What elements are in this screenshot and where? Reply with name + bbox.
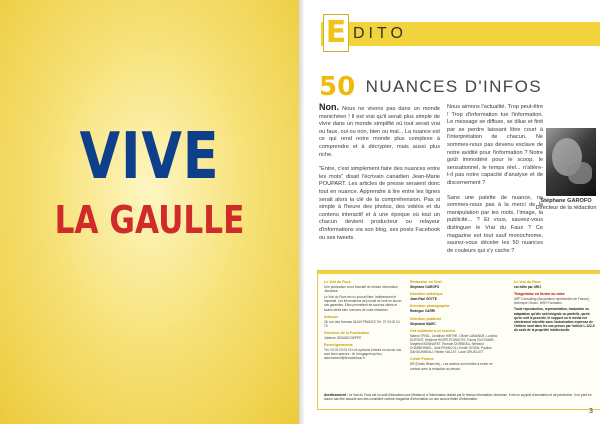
colophon-text: Julienne GRANDCHEPPE: [324, 336, 362, 341]
colophon-heading: Direction photographie: [410, 304, 450, 309]
colophon-heading: Crédit Photos: [410, 357, 434, 362]
colophon-text: Stéphane GAROFO: [410, 285, 440, 290]
colophon-text: Rodrigue CARRI: [410, 309, 435, 314]
section-initial: E: [323, 14, 349, 52]
headline-text: NUANCES D'INFOS: [365, 77, 542, 96]
lead-word: Non.: [319, 102, 339, 112]
author-caption: [533, 198, 599, 212]
article-column-2: [447, 104, 543, 262]
headline: [319, 72, 542, 102]
edito-page: [305, 0, 600, 424]
colophon-text: Marion TRIOL, Jonathan HIRTHE, Olivier LAMANDE, Ludovic DUPONT, Delphine BOSPI-POINSOTE, Fanny GUYOMAR, Siegfried BONNAFET, Romain DORBEAU, Bertrand CHARBONNEL, Julie FRANCOLI, Emilie GODIN, Pauline DANOUNNEAU, Fabien VALLET, Lucie GRUELLET: [410, 333, 498, 355]
article-paragraph-text: Nous ne vivons pas dans un monde manichéen ! Il est vrai qu'il serait plus simple de vivre dans un monde simplifié où tout serait vrai ou faux, oui ou non, bien ou mal... La nuance est ce qui rend notre monde plus complexe à comprendre et à décrypter, mais aussi plus riche.: [319, 106, 440, 158]
notice-text: Le Vrai du Faux est un outil d'éducation aux Médias et à l'information réalisé par le réseau Information Jeunesse. Il est un support d'animation et de prévention. Il ne peut en aucun cas être associé aux des considéré comme magazine d'information ou une source fiable d'information.: [324, 393, 592, 402]
notice: [324, 393, 596, 401]
article-paragraph: Nous aimons l'actualité. Trop peut-être ! Trop d'information tue l'information. Le message se diffuse, se dilue et finit par se perdre laissant libre court à l'interprétation de chacun. Ne sommes-nous pas devenu esclave de notre avidité pour l'information ? Notre goût immodéré pour le scoop, le sensationnel, le temps réel... n'altère-t-il pas notre capacité d'analyse et de discernement ?: [447, 104, 543, 186]
colophon-text: 28, rue des Harmas 34160 PRADES Tél. 07 03 00 04 79: [324, 319, 400, 328]
headline-number: 50: [319, 72, 356, 102]
colophon-text: Le Vrai du Faux est un journal libre, indépendant et impartial. Les informations de journal ne sont en aucun cas garanties. Elles permettent de sources citées et toutes idées bien connues de votre rédaction.: [324, 295, 402, 312]
colophon-text: Jean-Paul GOTTE: [410, 297, 437, 302]
article-paragraph: "Entre, c'est simplement faire des nuances entre les mots" disait l'écrivain canadien Jean-Marie POUPART. Les articles de presse seraient donc tout en nuance. Apprendre à lire entre les lignes serait alors la clé de la compréhension. Pas si simple à l'heure des photos, des vidéos et du contenu interactif et à une époque où tout un chacun devient producteur ou relayeur d'informations via son blog, ses posts Facebook ou ses tweets.: [319, 166, 440, 241]
colophon-heading: Le Vrai du Faux: [514, 280, 541, 284]
author-role: Directeur de la rédaction: [535, 205, 597, 211]
author-name: Stéphane GAROFO: [540, 198, 592, 204]
cover-title-line1: VIVE: [79, 120, 220, 194]
colophon-heading: Direction artistique: [410, 292, 443, 297]
section-title: DITO: [353, 25, 407, 42]
colophon-text: est édité par URIJ: [514, 285, 541, 290]
page-number: 3: [589, 408, 593, 415]
colophon-text: Une publication à but éducatif du réseau Information Jeunesse.: [324, 285, 398, 294]
colophon-heading: Tirage/mise en forme ou mise: [514, 292, 565, 297]
colophon-text: DR (Droits Réservés) - Les auteurs sont invités à entrer en contact avec la rédaction au besoin.: [410, 362, 493, 371]
colophon-column-1: [324, 277, 402, 363]
colophon-text: Tél. 03 03 03 03 03 Les opinions émises en aucun cas sont leurs auteurs ; ils n'engagent qu'eux. abonnement@levraidufaux.fr: [324, 348, 402, 361]
notice-label: Avertissement :: [324, 393, 348, 397]
colophon-text: Toute reproduction, représentation, traduction ou adaptation qu'elle soit intégrale ou partielle, quels qu'en soit le procédé, le support ou le média est strictement interdite sans l'autorisation expresse de l'éditeur sauf dans les cas prévus par l'article L.122-5 du code de la propriété intellectuelle.: [514, 307, 595, 332]
author-photo: [546, 128, 596, 196]
colophon-rule: [318, 271, 600, 274]
cover-page: [0, 0, 299, 424]
article-column-1: [319, 104, 440, 249]
colophon-heading: Directeur de la Publication: [324, 330, 370, 335]
colophon-heading: Rédacteur en Chef: [410, 280, 442, 284]
cover-title-line2: LA GAULLE: [54, 198, 245, 242]
colophon-heading: Direction publicité: [410, 316, 442, 321]
article-paragraph: [319, 104, 440, 159]
colophon-box: [317, 270, 600, 410]
colophon-text: Stéphanie MARC: [410, 321, 436, 326]
colophon-heading: Ont collaboré à ce numéro: [410, 328, 456, 333]
colophon-column-3: [514, 277, 596, 334]
colophon-heading: Le Vrai du Faux: [324, 280, 351, 284]
colophon-heading: Renseignements: [324, 343, 353, 348]
colophon-heading: Adresse: [324, 314, 339, 319]
colophon-text: ARP Consulting (Association représentée de France), Artémyne Obuzo, MSR Fondation: [514, 297, 590, 306]
colophon-column-2: [410, 277, 504, 373]
article-paragraph: Sans une palette de nuance, ne sommes-nous pas à la merci de la manipulation par les mots, l'image, la publicité... ? Et vous, sauvez-vous distinguer le Vrai du Faux ? Ce magazine est tout sauf monochrome, saurez-vous déceler les 50 nuances de couleurs qui s'y cache ?: [447, 194, 543, 254]
